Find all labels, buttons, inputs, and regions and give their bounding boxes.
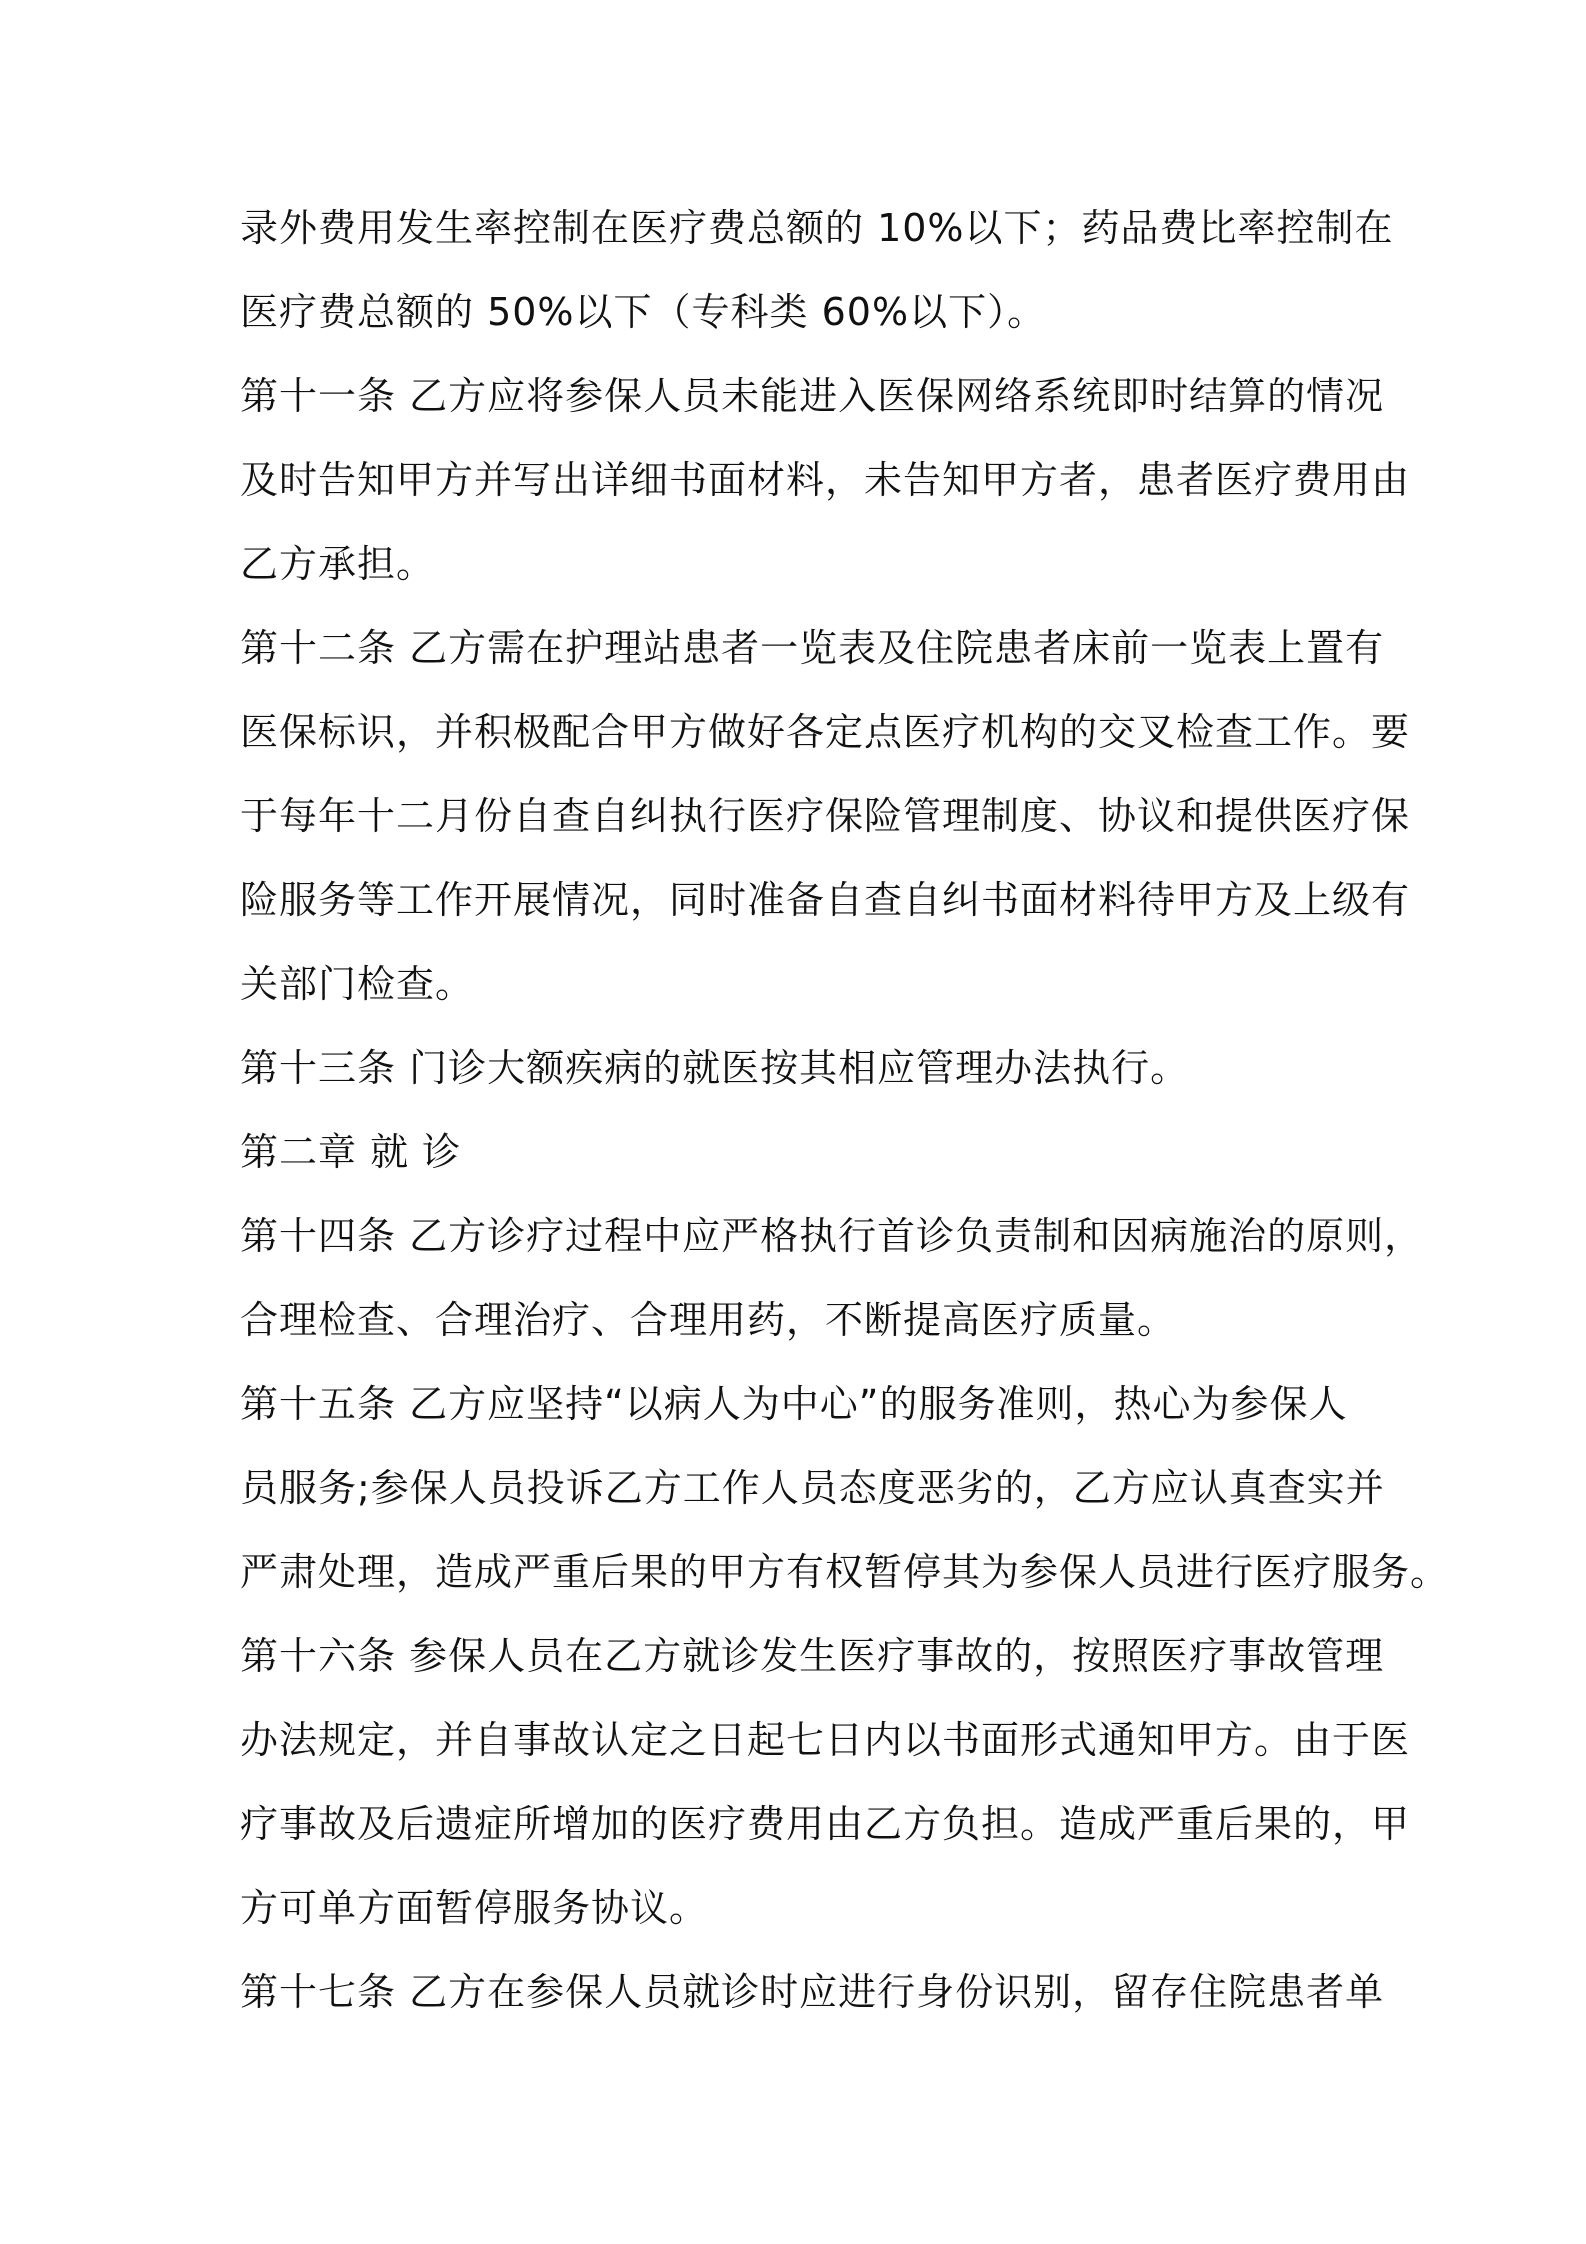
- text-line: 疗事故及后遗症所增加的医疗费用由乙方负担。造成严重后果的，甲: [240, 1802, 1411, 1846]
- text-line: 方可单方面暂停服务协议。: [240, 1886, 709, 1930]
- article-14-line: 第十四条 乙方诊疗过程中应严格执行首诊负责制和因病施治的原则，: [240, 1214, 1424, 1258]
- text-line: 严肃处理，造成严重后果的甲方有权暂停其为参保人员进行医疗服务。: [240, 1550, 1450, 1594]
- text-line: 于每年十二月份自查自纠执行医疗保险管理制度、协议和提供医疗保: [240, 794, 1411, 838]
- text-line: 合理检查、合理治疗、合理用药，不断提高医疗质量。: [240, 1298, 1177, 1342]
- chapter-heading: 第二章 就 诊: [240, 1130, 462, 1174]
- text-line: 医保标识，并积极配合甲方做好各定点医疗机构的交叉检查工作。要: [240, 710, 1411, 754]
- article-12-line: 第十二条 乙方需在护理站患者一览表及住院患者床前一览表上置有: [240, 626, 1385, 670]
- text-line: 医疗费总额的 50%以下（专科类 60%以下）。: [240, 290, 1047, 334]
- text-line: 员服务;参保人员投诉乙方工作人员态度恶劣的，乙方应认真查实并: [240, 1466, 1385, 1510]
- article-17-line: 第十七条 乙方在参保人员就诊时应进行身份识别，留存住院患者单: [240, 1970, 1385, 2014]
- text-line: 乙方承担。: [240, 542, 436, 586]
- article-15-line: 第十五条 乙方应坚持“以病人为中心”的服务准则，热心为参保人: [240, 1382, 1348, 1426]
- text-line: 关部门检查。: [240, 962, 475, 1006]
- text-line: 险服务等工作开展情况，同时准备自查自纠书面材料待甲方及上级有: [240, 878, 1411, 922]
- text-line: 办法规定，并自事故认定之日起七日内以书面形式通知甲方。由于医: [240, 1718, 1411, 1762]
- article-13-line: 第十三条 门诊大额疾病的就医按其相应管理办法执行。: [240, 1046, 1190, 1090]
- text-line: 录外费用发生率控制在医疗费总额的 10%以下；药品费比率控制在: [240, 206, 1394, 250]
- article-16-line: 第十六条 参保人员在乙方就诊发生医疗事故的，按照医疗事故管理: [240, 1634, 1385, 1678]
- article-11-line: 第十一条 乙方应将参保人员未能进入医保网络系统即时结算的情况: [240, 374, 1385, 418]
- text-line: 及时告知甲方并写出详细书面材料，未告知甲方者，患者医疗费用由: [240, 458, 1411, 502]
